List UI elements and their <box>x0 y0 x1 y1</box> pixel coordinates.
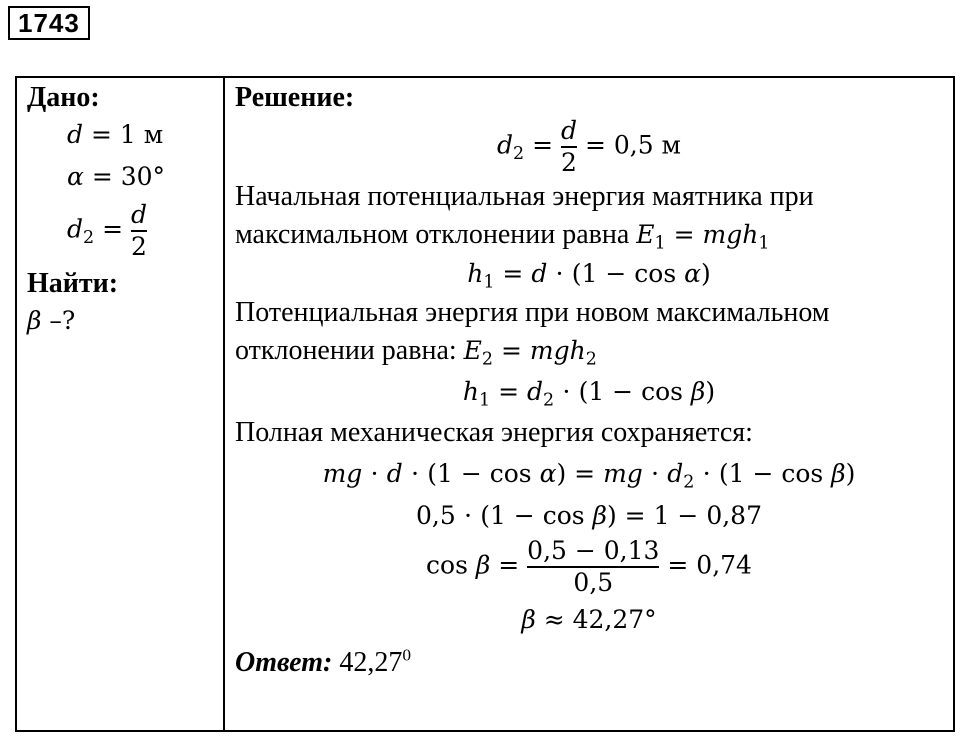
solution-column <box>224 77 954 731</box>
text-new-energy: Потенциальная энергия при новом максимальном отклонении равна: $E_2 = mgh_2$ <box>235 297 830 370</box>
eq-conservation: mg ⋅ d ⋅ (1 − cos α) = mg ⋅ $d_2 \cdot (1 - \cos \beta)$ <box>322 459 856 493</box>
text-conservation: Полная механическая энергия сохраняется: <box>235 417 753 448</box>
solution-header: Решение: <box>235 82 355 113</box>
eq-d2: $d_2$ = $\frac{d}{2}$ = 0,5 м <box>496 116 681 177</box>
solution-table <box>15 76 955 732</box>
eq-cos-beta: cos β = $\frac{0,5 - 0,13}{0,5}$ = 0,74 <box>426 536 752 597</box>
given-alpha: α = 30° <box>67 162 166 191</box>
eq-d2-fraction: $\frac{d}{2}$ <box>560 116 577 177</box>
find-item: β –? <box>27 306 76 335</box>
given-d2: $d_2$ = $\frac{d}{2}$ <box>67 200 148 261</box>
given-header: Дано: <box>27 82 100 113</box>
given-column <box>16 77 224 731</box>
eq-h1: $h_1 = d \cdot (1 - \cos \alpha)$ <box>467 259 711 293</box>
eq-step1: 0,5 ⋅ (1 − cos β) = 1 − 0,87 <box>415 501 762 530</box>
eq-h2: $h_1 = d_2 \cdot (1 - \cos \beta)$ <box>462 377 716 411</box>
given-d: d = 1 м <box>67 120 164 149</box>
given-d2-fraction: $\frac{d}{2}$ <box>131 200 148 261</box>
problem-number: 1743 <box>8 6 90 40</box>
find-header: Найти: <box>27 268 119 299</box>
eq-beta: β ≈ 42,27° <box>521 605 657 634</box>
answer: Ответ: 42,27$^0$ <box>235 645 412 678</box>
eq-cos-beta-fraction: $\frac{0,5 - 0,13}{0,5}$ <box>527 536 660 597</box>
text-initial-energy: Начальная потенциальная энергия маятника при максимальном отклонении равна $E_1 = mgh_1$ <box>235 181 814 254</box>
